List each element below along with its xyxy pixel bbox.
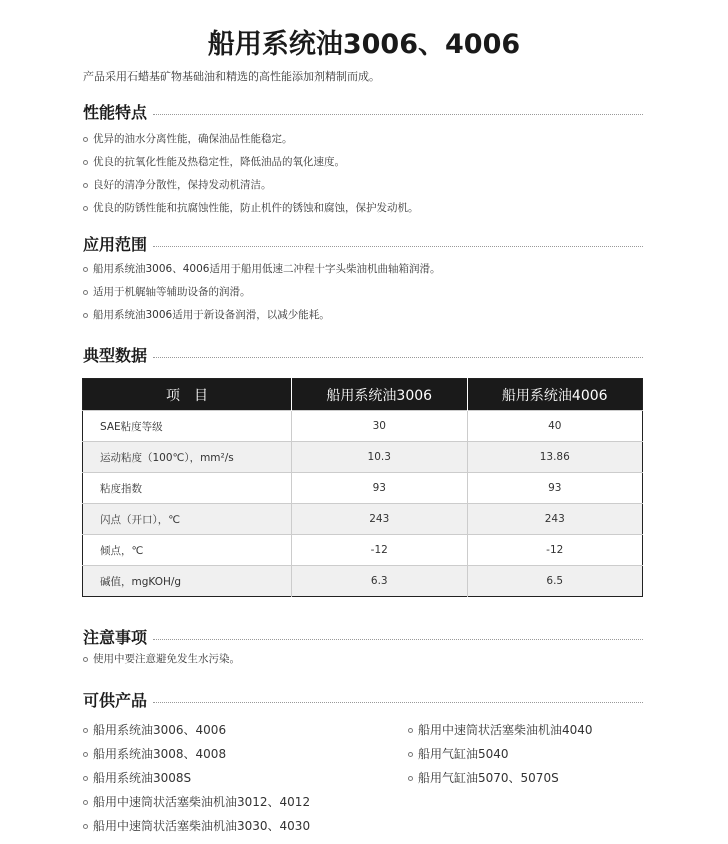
table-header-row — [83, 379, 643, 411]
dotted-divider — [153, 702, 643, 703]
section-title: 注意事项 — [83, 627, 148, 647]
table-row — [83, 411, 643, 442]
bullet-icon — [83, 824, 88, 829]
section-features-heading — [83, 99, 643, 123]
list-item: 船用系统油3006、4006 — [83, 718, 310, 742]
section-applications-heading — [83, 231, 643, 255]
list-item: 优良的抗氧化性能及热稳定性，降低油品的氧化速度。 — [83, 151, 643, 174]
bullet-icon — [83, 752, 88, 757]
bullet-icon — [83, 776, 88, 781]
products-right-column — [408, 718, 593, 790]
column-header: 船用系统油4006 — [467, 379, 643, 411]
section-title: 典型数据 — [83, 345, 148, 365]
list-item: 船用系统油3008S — [83, 766, 310, 790]
dotted-divider — [153, 114, 643, 115]
bullet-icon — [83, 160, 88, 165]
list-item: 优异的油水分离性能，确保油品性能稳定。 — [83, 128, 643, 151]
section-available-heading — [83, 687, 643, 711]
bullet-icon — [83, 728, 88, 733]
bullet-icon — [83, 800, 88, 805]
list-item: 优良的防锈性能和抗腐蚀性能，防止机件的锈蚀和腐蚀，保护发动机。 — [83, 197, 643, 220]
table-cell: 粘度指数 — [83, 473, 292, 504]
section-notes-heading — [83, 624, 643, 648]
list-item: 适用于机艉轴等辅助设备的润滑。 — [83, 281, 643, 304]
dotted-divider — [153, 246, 643, 247]
table-row — [83, 473, 643, 504]
products-left-column — [83, 718, 310, 838]
bullet-icon — [408, 776, 413, 781]
features-list — [83, 128, 643, 220]
column-header: 项 目 — [83, 379, 292, 411]
table-cell: 13.86 — [467, 442, 643, 473]
list-item: 船用中速筒状活塞柴油机油3012、4012 — [83, 790, 310, 814]
bullet-icon — [408, 752, 413, 757]
table-cell: 6.5 — [467, 566, 643, 597]
table-row — [83, 442, 643, 473]
page-title: 船用系统油3006、4006 — [207, 29, 521, 60]
list-item: 船用系统油3006、4006适用于船用低速二冲程十字头柴油机曲轴箱润滑。 — [83, 258, 643, 281]
list-item: 使用中要注意避免发生水污染。 — [83, 648, 643, 671]
table-cell: 243 — [467, 504, 643, 535]
table-cell: -12 — [292, 535, 468, 566]
table-row — [83, 566, 643, 597]
bullet-icon — [408, 728, 413, 733]
table-cell: 93 — [467, 473, 643, 504]
section-title: 性能特点 — [83, 102, 148, 122]
list-item: 船用气缸油5070、5070S — [408, 766, 593, 790]
typical-data-table — [82, 378, 643, 597]
bullet-icon — [83, 657, 88, 662]
table-cell: 闪点（开口），℃ — [83, 504, 292, 535]
table-cell: 倾点，℃ — [83, 535, 292, 566]
table-cell: 30 — [292, 411, 468, 442]
table-cell: 40 — [467, 411, 643, 442]
table-cell: -12 — [467, 535, 643, 566]
bullet-icon — [83, 313, 88, 318]
table-cell: 93 — [292, 473, 468, 504]
list-item: 船用中速筒状活塞柴油机油3030、4030 — [83, 814, 310, 838]
table-cell: 碱值，mgKOH/g — [83, 566, 292, 597]
bullet-icon — [83, 206, 88, 211]
notes-list — [83, 648, 643, 671]
dotted-divider — [153, 639, 643, 640]
table-row — [83, 504, 643, 535]
table-row — [83, 535, 643, 566]
list-item: 船用系统油3008、4008 — [83, 742, 310, 766]
section-typical-data-heading — [83, 342, 643, 366]
applications-list — [83, 258, 643, 327]
bullet-icon — [83, 183, 88, 188]
list-item: 船用系统油3006适用于新设备润滑，以减少能耗。 — [83, 304, 643, 327]
table-cell: SAE粘度等级 — [83, 411, 292, 442]
dotted-divider — [153, 357, 643, 358]
list-item: 船用气缸油5040 — [408, 742, 593, 766]
bullet-icon — [83, 290, 88, 295]
bullet-icon — [83, 267, 88, 272]
column-header: 船用系统油3006 — [292, 379, 468, 411]
table-cell: 运动粘度（100℃），mm²/s — [83, 442, 292, 473]
table-cell: 10.3 — [292, 442, 468, 473]
bullet-icon — [83, 137, 88, 142]
list-item: 良好的清净分散性，保持发动机清洁。 — [83, 174, 643, 197]
table-cell: 6.3 — [292, 566, 468, 597]
intro-text: 产品采用石蜡基矿物基础油和精选的高性能添加剂精制而成。 — [83, 70, 380, 83]
section-title: 应用范围 — [83, 234, 148, 254]
section-title: 可供产品 — [83, 690, 148, 710]
list-item: 船用中速筒状活塞柴油机油4040 — [408, 718, 593, 742]
table-cell: 243 — [292, 504, 468, 535]
